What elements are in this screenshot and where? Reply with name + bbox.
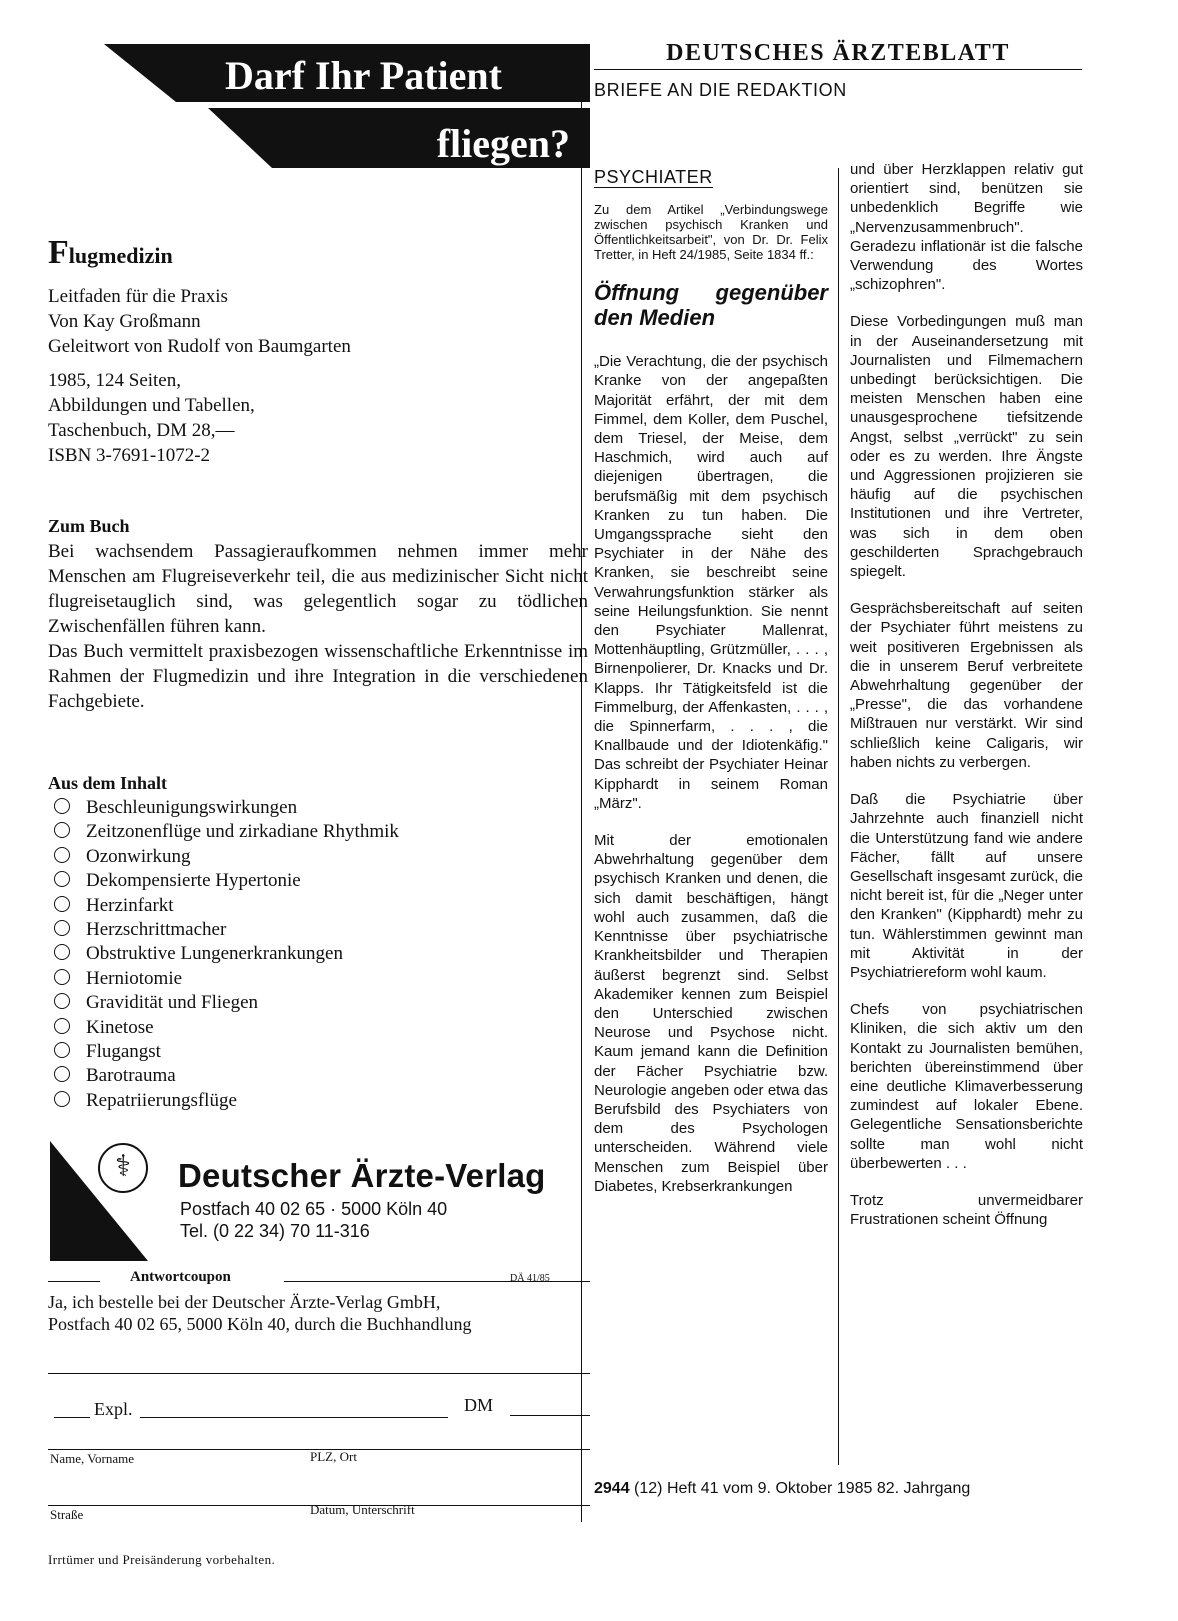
list-item-label: Dekompensierte Hypertonie	[86, 870, 301, 892]
list-item-label: Kinetose	[86, 1016, 154, 1038]
article-intro: Zu dem Artikel „Verbindungswege zwischen psychisch Kranken und Öffentlichkeitsarbeit", von Dr. Dr. Felix Tretter, in Heft 24/1985, Seite 1834 ff.:	[594, 202, 828, 263]
publisher-postal-address: Postfach 40 02 65 · 5000 Köln 40	[180, 1199, 448, 1219]
circle-icon	[54, 871, 70, 887]
page-footer	[594, 1480, 970, 1498]
list-item-label: Ozonwirkung	[86, 845, 191, 867]
list-item	[48, 845, 399, 869]
column-divider	[581, 44, 582, 1522]
bookstore-line-field[interactable]	[48, 1373, 590, 1374]
date-signature-label: Datum, Unterschrift	[310, 1502, 415, 1517]
circle-icon	[54, 993, 70, 1009]
coupon-code: DÄ 41/85	[510, 1273, 550, 1284]
circle-icon	[54, 969, 70, 985]
list-item	[48, 991, 399, 1015]
list-item-label: Herzinfarkt	[86, 894, 174, 916]
book-detail-line: ISBN 3-7691-1072-2	[48, 445, 211, 466]
about-book	[48, 514, 588, 714]
list-item-label: Herniotomie	[86, 967, 183, 989]
article-section-label: PSYCHIATER	[594, 167, 713, 187]
list-item	[48, 869, 399, 893]
book-title-initial: F	[48, 234, 69, 271]
contents-list	[48, 771, 399, 1113]
masthead-rule	[594, 69, 1082, 70]
about-book-paragraph: Das Buch vermittelt praxisbezogen wissenschaftliche Erkenntnisse im Rahmen der Flugmedizin und ihre Integration in die verschiedenen Fachgebiete.	[48, 641, 588, 712]
list-item-label: Barotrauma	[86, 1065, 176, 1087]
book-detail-line: Taschenbuch, DM 28,—	[48, 420, 235, 441]
book-detail-line: 1985, 124 Seiten,	[48, 370, 181, 391]
journal-name: DEUTSCHES ÄRZTEBLATT	[666, 40, 1010, 66]
article-paragraph: „Die Verachtung, die der psychisch Kranke von der angepaßten Majorität erfährt, der mit dem Fimmel, dem Koller, dem Puschel, dem Triesel, der Meise, dem Haschmich, wird auch auf diejenigen übertragen, die berufsmäßig mit dem psychisch Kranken zu tun haben. Die Umgangssprache sieht den Psychiater in der Nähe des Kranken, sie beschreibt seine Verwahrungsfunktion stärker als seine Heilungsfunktion. Sie nennt den Psychiater Mallenrat, Mottenhäuptling, Grützmüller, . . . , Birnenpolierer, Dr. Knacks und Dr. Klapps. Ihr Tätigkeitsfeld ist die Fimmelburg, der Affenkasten, . . . , die Spinnerfarm, . . . , die Knallbaude und der Idiotenkäfig." Das schreibt der Psychiater Heinar Kipphardt in seinem Roman „März".	[594, 353, 828, 812]
list-item	[48, 967, 399, 991]
about-book-heading: Zum Buch	[48, 516, 130, 536]
banner-headline-line2: fliegen?	[436, 121, 570, 166]
circle-icon	[54, 822, 70, 838]
banner-headline-line1: Darf Ihr Patient	[225, 53, 502, 98]
book-details	[48, 368, 255, 468]
page-number: 2944	[594, 1480, 630, 1497]
list-item	[48, 1016, 399, 1040]
list-item	[48, 796, 399, 820]
publisher-address	[180, 1198, 447, 1242]
expl-label: Expl.	[94, 1399, 133, 1419]
book-title	[48, 234, 173, 272]
title-field[interactable]	[140, 1417, 448, 1418]
article-paragraph: Chefs von psychiatrischen Kliniken, die sich aktiv um den Kontakt zu Journalisten bemühen, berichten übereinstimmend über eine deutliche Klimaverbesserung zumindest auf lokaler Ebene. Gelegentliche Sensationsberichte sollte man wohl nicht überbewerten . . .	[850, 1001, 1083, 1172]
article-paragraph: Gesprächsbereitschaft auf seiten der Psychiater führt meistens zu weit positiveren Ergebnissen als die in unserem Beruf verbreitete Abwehrhaltung gegenüber der „Presse", die das vorhandene Mißtrauen nur verstärkt. Wir sind schließlich keine Caligaris, wir haben nichts zu verbergen.	[850, 600, 1083, 771]
circle-icon	[54, 1042, 70, 1058]
publisher-name: Deutscher Ärzte-Verlag	[178, 1157, 546, 1194]
circle-icon	[54, 944, 70, 960]
book-title-rest: lugmedizin	[68, 243, 173, 268]
list-item-label: Obstruktive Lungenerkrankungen	[86, 943, 343, 965]
circle-icon	[54, 798, 70, 814]
list-item	[48, 894, 399, 918]
article-paragraph: Diese Vorbedingungen muß man in der Auseinandersetzung mit Journalisten und Filmemachern unbedingt berücksichtigen. Die meisten Menschen haben eine unausgesprochene tiefsitzende Angst, selbst „verrückt" zu sein oder es zu werden. Ihre Ängste und Aggressionen projizieren sie häufig auf die psychischen Institutionen und ihre Vertreter, was sich in dem oben geschilderten Sprachgebrauch spiegelt.	[850, 313, 1083, 581]
circle-icon	[54, 896, 70, 912]
order-line: Ja, ich bestelle bei der Deutscher Ärzte-Verlag GmbH,	[48, 1292, 441, 1312]
publisher-block	[50, 1143, 590, 1263]
circle-icon	[54, 1066, 70, 1082]
list-item	[48, 942, 399, 966]
about-book-paragraph: Bei wachsendem Passagieraufkommen nehmen immer mehr Menschen am Flugreiseverkehr teil, die aus medizinischer Sicht nicht flugreisetauglich sind, was gelegentlich sogar zu tödlichen Zwischenfällen führen kann.	[48, 541, 588, 637]
price-field[interactable]	[510, 1415, 590, 1416]
contents-heading: Aus dem Inhalt	[48, 773, 168, 793]
list-item	[48, 918, 399, 942]
name-label: Name, Vorname	[50, 1451, 134, 1466]
book-foreword: Geleitwort von Rudolf von Baumgarten	[48, 336, 351, 357]
list-item-label: Herzschrittmacher	[86, 919, 227, 941]
article-column-1	[594, 168, 828, 1214]
order-line: Postfach 40 02 65, 5000 Köln 40, durch die Buchhandlung	[48, 1314, 472, 1334]
coupon-order-text	[48, 1291, 471, 1335]
list-item-label: Beschleunigungswirkungen	[86, 797, 298, 818]
list-item	[48, 1040, 399, 1064]
coupon-title: Antwortcoupon	[130, 1269, 231, 1285]
article-paragraph: Trotz unvermeidbarer Frustrationen scheint Öffnung	[850, 1191, 1083, 1229]
circle-icon	[54, 920, 70, 936]
disclaimer: Irrtümer und Preisänderung vorbehalten.	[48, 1552, 276, 1567]
circle-icon	[54, 1091, 70, 1107]
list-item	[48, 820, 399, 844]
circle-icon	[54, 847, 70, 863]
issue-info: (12) Heft 41 vom 9. Oktober 1985 82. Jahrgang	[634, 1480, 971, 1497]
section-title: BRIEFE AN DIE REDAKTION	[594, 80, 847, 100]
list-item	[48, 1089, 399, 1113]
list-item-label: Repatriierungsflüge	[86, 1089, 237, 1111]
dm-label: DM	[464, 1395, 494, 1415]
ad-banner	[48, 44, 590, 172]
book-credits	[48, 284, 351, 359]
list-item-label: Gravidität und Fliegen	[86, 992, 259, 1014]
caduceus-icon: ⚕	[98, 1143, 148, 1193]
list-item	[48, 1064, 399, 1088]
article-headline: Öffnung gegenüber den Medien	[594, 280, 828, 331]
book-subtitle: Leitfaden für die Praxis	[48, 286, 228, 307]
circle-icon	[54, 1018, 70, 1034]
publisher-phone: Tel. (0 22 34) 70 11-316	[180, 1221, 370, 1241]
street-label: Straße	[50, 1507, 84, 1522]
plz-label: PLZ, Ort	[310, 1449, 357, 1464]
divider	[48, 1281, 100, 1282]
article-column-divider	[838, 168, 839, 1465]
journal-masthead	[594, 40, 1082, 101]
list-item-label: Zeitzonenflüge und zirkadiane Rhythmik	[86, 821, 399, 843]
article-paragraph: und über Herzklappen relativ gut orientiert sind, benützen sie unbedenklich Begriffe wie „Nervenzusammenbruch". Geradezu inflationär ist die falsche Verwendung des Wortes „schizophren".	[850, 161, 1083, 294]
article-paragraph: Daß die Psychiatrie über Jahrzehnte auch finanziell nicht die Unterstützung fand wie andere Fächer, fällt auf unsere Gesellschaft insgesamt zurück, die nicht bereit ist, für die „Neger unter den Kranken" (Kipphardt) mehr zu tun. Wählerstimmen gewinnt man mit Aktivität in der Psychiatriereform wohl kaum.	[850, 791, 1083, 981]
book-author: Von Kay Großmann	[48, 311, 201, 332]
article-paragraph: Mit der emotionalen Abwehrhaltung gegenüber dem psychisch Kranken und denen, die sich damit beschäftigen, hängt wohl auch zusammen, daß die Kenntnisse über psychiatrische Krankheitsbilder und Therapien äußerst begrenzt sind. Selbst Akademiker kennen zum Beispiel den Unterschied zwischen Neurose und Psychose nicht. Kaum jemand kann die Definition der Fächer Psychiatrie bzw. Neurologie angeben oder etwa das Berufsbild des Psychiaters von dem des Psychologen unterscheiden. Während viele Menschen zum Beispiel über Diabetes, Krebserkrankungen	[594, 832, 828, 1195]
list-item-label: Flugangst	[86, 1041, 161, 1063]
book-detail-line: Abbildungen und Tabellen,	[48, 395, 255, 416]
quantity-field[interactable]	[54, 1417, 90, 1418]
article-column-2	[850, 160, 1083, 1247]
